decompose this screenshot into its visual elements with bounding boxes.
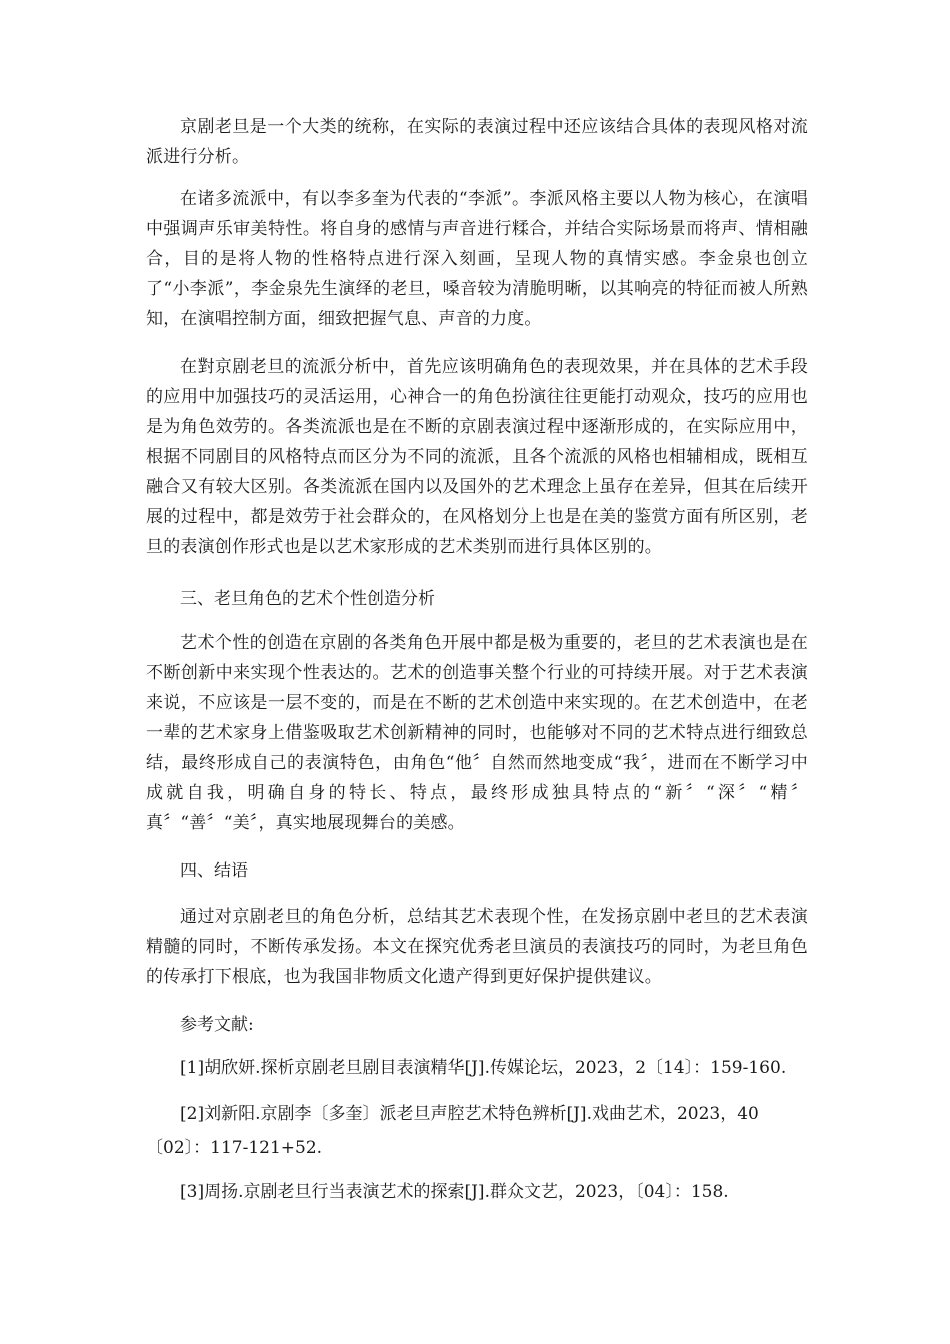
section-heading-3: 三、老旦角色的艺术个性创造分析: [180, 589, 435, 609]
reference-item-3: [3]周扬.京剧老旦行当表演艺术的探索[J].群众文艺，2023，〔04〕：158.: [180, 1182, 729, 1202]
paragraph-li-school: 在诸多流派中，有以李多奎为代表的“李派”。李派风格主要以人物为核心，在演唱中强调声乐审美特性。将自身的感情与声音进行糅合，并结合实际场景而将声、情相融合，目的是将人物的性格特点进行深入刻画，呈现人物的真情实感。李金泉也创立了“小李派”，李金泉先生演绎的老旦，嗓音较为清脆明晰，以其响亮的特征而被人所熟知，在演唱控制方面，细致把握气息、声音的力度。: [146, 189, 808, 329]
references-title: 参考文献:: [180, 1015, 254, 1035]
paragraph-school-overview: 京剧老旦是一个大类的统称，在实际的表演过程中还应该结合具体的表现风格对流派进行分析。: [146, 117, 808, 167]
paragraph-artistic-creation: 艺术个性的创造在京剧的各类角色开展中都是极为重要的，老旦的艺术表演也是在不断创新中来实现个性表达的。艺术的创造事关整个行业的可持续开展。对于艺术表演来说，不应该是一层不变的，而是在不断的艺术创造中来实现的。在艺术创造中，在老一辈的艺术家身上借鉴吸取艺术创新精神的同时，也能够对不同的艺术特点进行细致总结，最终形成自己的表演特色，由角色“他〞自然而然地变成“我〞，进而在不断学习中成就自我，明确自身的特长、特点，最终形成独具特点的“新〞“深〞“精〞真〞“善〞“美〞，真实地展现舞台的美感。: [146, 633, 808, 833]
reference-item-2: [2]刘新阳.京剧李〔多奎〕派老旦声腔艺术特色辨析[J].戏曲艺术，2023，40〔02〕：117-121+52.: [146, 1104, 759, 1158]
reference-item-1: [1]胡欣妍.探析京剧老旦剧目表演精华[J].传媒论坛，2023，2〔14〕：159-160.: [180, 1058, 787, 1078]
section-heading-4: 四、结语: [180, 861, 248, 881]
paragraph-conclusion: 通过对京剧老旦的角色分析，总结其艺术表现个性，在发扬京剧中老旦的艺术表演精髓的同时，不断传承发扬。本文在探究优秀老旦演员的表演技巧的同时，为老旦角色的传承打下根底，也为我国非物质文化遗产得到更好保护提供建议。: [146, 907, 808, 987]
paragraph-school-analysis: 在對京剧老旦的流派分析中，首先应该明确角色的表现效果，并在具体的艺术手段的应用中加强技巧的灵活运用，心神合一的角色扮演往往更能打动观众，技巧的应用也是为角色效劳的。各类流派也是在不断的京剧表演过程中逐渐形成的，在实际应用中，根据不同剧目的风格特点而区分为不同的流派，且各个流派的风格也相辅相成，既相互融合又有较大区别。各类流派在国内以及国外的艺术理念上虽存在差异，但其在后续开展的过程中，都是效劳于社会群众的，在风格划分上也是在美的鉴赏方面有所区别，老旦的表演创作形式也是以艺术家形成的艺术类别而进行具体区别的。: [146, 357, 808, 557]
